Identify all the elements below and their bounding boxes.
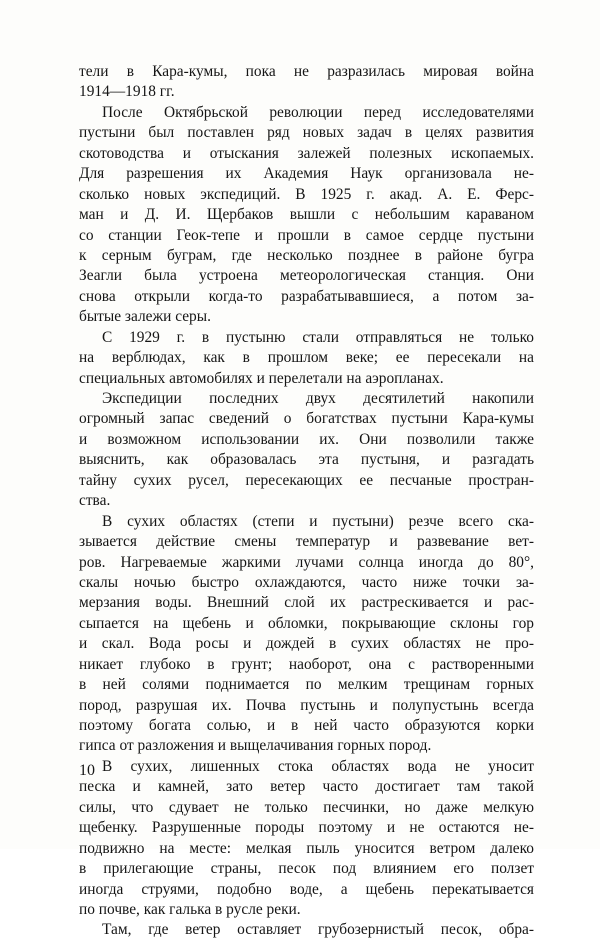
text-line: по почве, как галька в русле реки. [79, 900, 301, 918]
text-line: тели в Кара-кумы, пока не разразилась мировая война [79, 63, 534, 80]
text-line: ства. [79, 492, 111, 510]
text-line: мерзания воды. Внешний слой их растрескивается и рас- [79, 594, 534, 612]
paragraph-1929 [79, 328, 534, 389]
text-line: щебенку. Разрушенные породы поэтому и не остаются не- [79, 819, 534, 837]
text-line: гипса от разложения и выщелачивания горных пород. [79, 737, 432, 755]
text-line: пустыни был поставлен ряд новых задач в целях развития [79, 124, 534, 142]
text-line: песка и камней, зато ветер часто достигает там такой [79, 778, 534, 796]
text-line: Зеагли была устроена метеорологическая станция. Они [79, 267, 534, 285]
text-line: никает глубоко в грунт; наоборот, она с растворенными [79, 655, 534, 673]
text-line: выяснить, как образовалась эта пустыня, и разгадать [79, 451, 534, 469]
paragraph-coarse-sand [79, 920, 534, 940]
text-line: тайну сухих русел, пересекающих ее песчаные простран- [79, 471, 534, 489]
body-text [79, 62, 534, 941]
text-line: иногда струями, подобно воде, а щебень перекатывается [79, 880, 534, 898]
text-line: со станции Геок-тепе и прошли в самое сердце пустыни [79, 226, 534, 244]
text-line: пород, разрушая их. Почва пустынь и полупустынь всегда [79, 696, 534, 714]
text-line: 1914—1918 гг. [79, 83, 175, 101]
text-line: ров. Нагреваемые жаркими лучами солнца иногда до 80°, [79, 553, 534, 571]
text-line: в ней солями поднимается по мелким трещинам горных [79, 676, 534, 694]
text-line: зывается действие смены температур и развевание вет- [79, 533, 534, 551]
text-line: Для разрешения их Академия Наук организовала не- [79, 165, 534, 183]
text-line: В сухих, лишенных стока областях вода не уносит [102, 757, 534, 775]
paragraph-continuation [79, 62, 534, 103]
paragraph-wind [79, 757, 534, 921]
text-line: После Октябрьской революции перед исследователями [102, 103, 534, 121]
paragraph-dry-regions [79, 512, 534, 757]
paragraph-october-revolution [79, 103, 534, 328]
text-line: Экспедиции последних двух десятилетий накопили [102, 390, 534, 407]
text-line: сколько новых экспедиций. В 1925 г. акад. А. Е. Ферс- [79, 185, 534, 203]
text-line: и скал. Вода росы и дождей в сухих областях не про- [79, 635, 534, 653]
text-line: поэтому богата солью, и в ней часто образуются корки [79, 717, 534, 734]
text-line: бытые залежи серы. [79, 308, 211, 326]
text-line: в прилегающие страны, песок под влиянием его ползет [79, 860, 534, 878]
text-line: С 1929 г. в пустыню стали отправляться не только [102, 328, 534, 346]
text-line: силы, что сдувает не только песчинки, но даже мелкую [79, 798, 534, 816]
text-line: снова открыли когда-то разрабатывавшиеся, а потом за- [79, 287, 534, 305]
text-line: специальных автомобилях и перелетали на аэропланах. [79, 369, 444, 387]
text-line: скотоводства и отыскания залежей полезных ископаемых. [79, 144, 534, 162]
paragraph-expeditions [79, 389, 534, 512]
text-line: на верблюдах, как в прошлом веке; ее пересекали на [79, 349, 534, 367]
page-number: 10 [79, 762, 95, 779]
text-line: скалы ночью быстро охлаждаются, часто ниже точки за- [79, 573, 534, 591]
text-line: подвижно на месте: мелкая пыль уносится ветром далеко [79, 839, 534, 857]
text-line: огромный запас сведений о богатствах пустыни Кара-кумы [79, 410, 534, 428]
text-line: сыпается на щебень и обломки, покрывающие склоны гор [79, 614, 534, 632]
text-line: ман и Д. И. Щербаков вышли с небольшим караваном [79, 206, 534, 224]
text-line: к серным буграм, где несколько позднее в районе бугра [79, 246, 534, 264]
text-line: Там, где ветер оставляет грубозернистый песок, обра- [102, 921, 534, 939]
text-line: и возможном использовании их. Они позволили также [79, 430, 534, 448]
text-line: В сухих областях (степи и пустыни) резче всего ска- [102, 512, 534, 530]
